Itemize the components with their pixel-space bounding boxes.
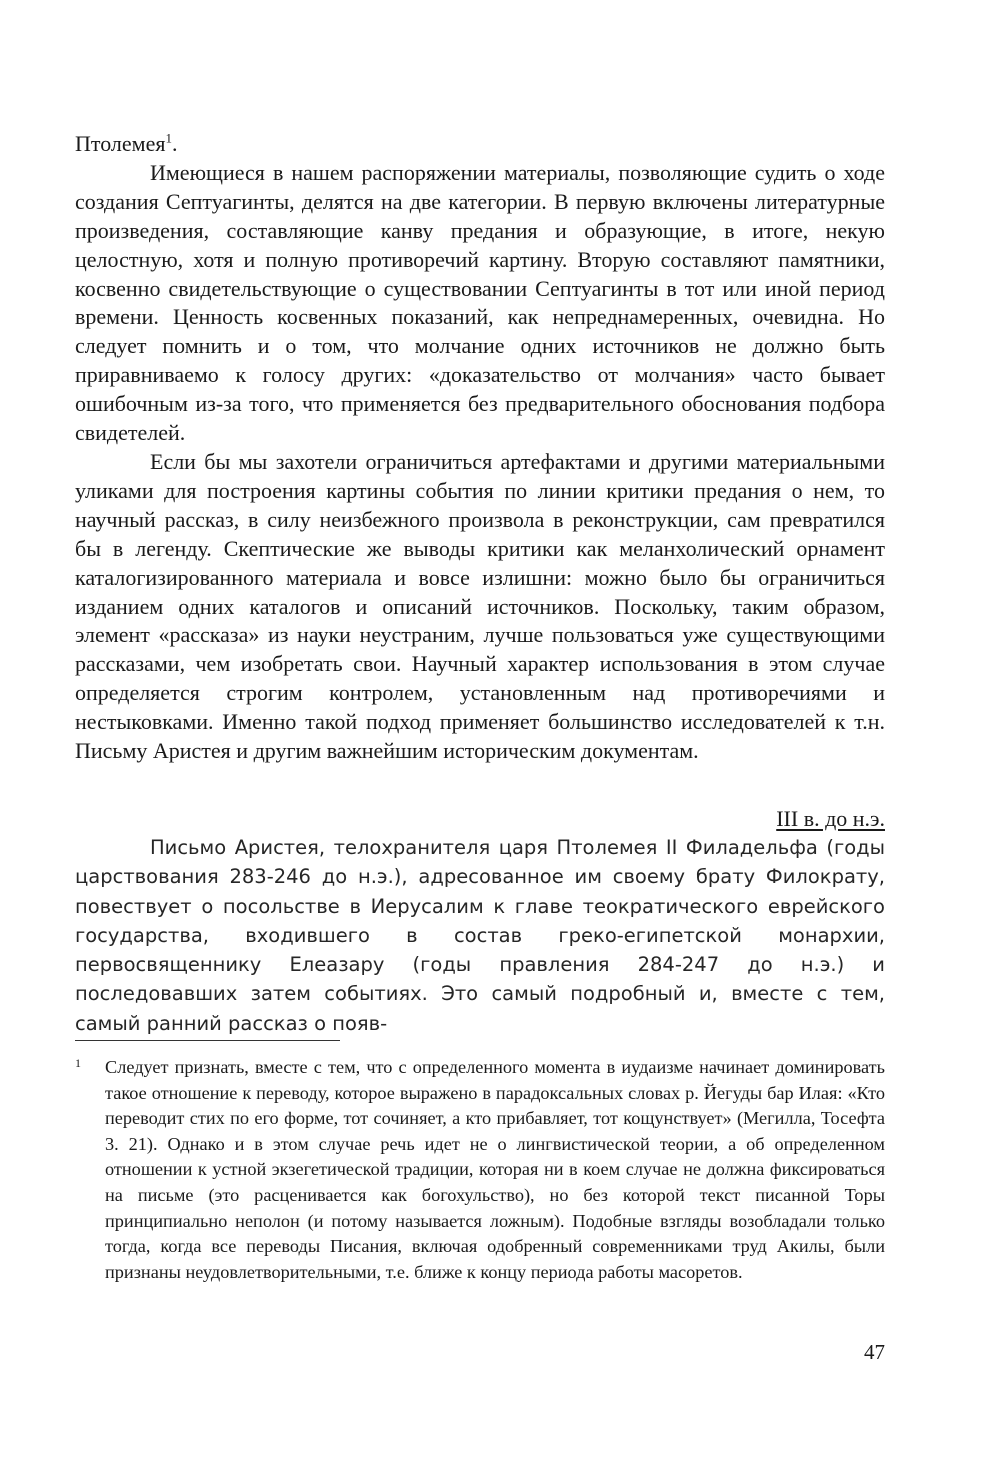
- paragraph-method: Если бы мы захотели ограничиться артефактами и другими материальными уликами для построения картины события по линии критики предания о нем, то научный рассказ, в силу неизбежного произвола в реконструкции, сам превратился бы в легенду. Скептические же выводы критики как меланхолический орнамент каталогизированного материала и вовсе излишни: можно было бы ограничиться изданием одних каталогов и описаний источников. Поскольку, таким образом, элемент «рассказа» из науки неустраним, лучше пользоваться уже существующими рассказами, чем изобретать свои. Научный характер использования в этом случае определяется строгим контролем, установленным над противоречиями и нестыковками. Именно такой подход применяет большинство исследователей к т.н. Письму Аристея и другим важнейшим историческим документам.: [75, 448, 885, 764]
- footnote-text: Следует признать, вместе с тем, что с определенного момента в иудаизме начинает доминировать такое отношение к переводу, которое выражено в парадоксальных словах р. Йегуды бар Илая: «Кто переводит стих по его форме, тот сочиняет, а кто прибавляет, тот кощунствует» (Мегилла, Тосефта 3. 21). Однако и в этом случае речь идет не о лингвистической теории, а об определенном отношении к устной экзегетической традиции, которая ни в коем случае не должна фиксироваться на письме (это расценивается как богохульство), но без которой текст писанной Торы принципиально неполон (и потому называется ложным). Подобные взгляды возобладали только тогда, когда все переводы Писания, включая одобренный современниками труд Акилы, были признаны неудовлетворительными, т.е. ближе к концу периода работы масоретов.: [105, 1057, 885, 1282]
- footnote-divider: [75, 1040, 340, 1041]
- footnote: [75, 1055, 885, 1285]
- footnote-mark: 1: [75, 1056, 81, 1070]
- continued-line: [75, 130, 885, 159]
- continued-punctuation: .: [171, 131, 178, 156]
- continued-word: Птолемея: [75, 131, 166, 156]
- date-heading: [75, 804, 885, 833]
- main-text: [75, 130, 885, 766]
- page-number: 47: [864, 1340, 885, 1364]
- paragraph-sources: Имеющиеся в нашем распоряжении материалы, позволяющие судить о ходе создания Септуагинты, делятся на две категории. В первую включены литературные произведения, составляющие канву предания и образующие, в итоге, некую целостную, хотя и полную противоречий картину. Вторую составляют памятники, косвенно свидетельствующие о существовании Септуагинты в тот или иной период времени. Ценность косвенных показаний, как непреднамеренных, очевидна. Но следует помнить и о том, что молчание одних источников не должно быть приравниваемо к голосу других: «доказательство от молчания» часто бывает ошибочным из-за того, что применяется без предварительного обоснования подбора свидетелей.: [75, 159, 885, 446]
- paragraph-aristeas: Письмо Аристея, телохранителя царя Птолемея II Филадельфа (годы царствования 283-246 до н.э.), адресованное им своему брату Филократу, повествует о посольстве в Иерусалим к главе теократического еврейского государства, входившего в состав греко-египетской монархии, первосвященнику Елеазару (годы правления 284-247 до н.э.) и последовавших затем событиях. Это самый подробный и, вместе с тем, самый ранний рассказ о появ-: [75, 836, 885, 1035]
- footnote-reference[interactable]: 1: [165, 130, 172, 146]
- date-heading-text: III в. до н.э.: [776, 806, 885, 831]
- section-text: [75, 833, 885, 1038]
